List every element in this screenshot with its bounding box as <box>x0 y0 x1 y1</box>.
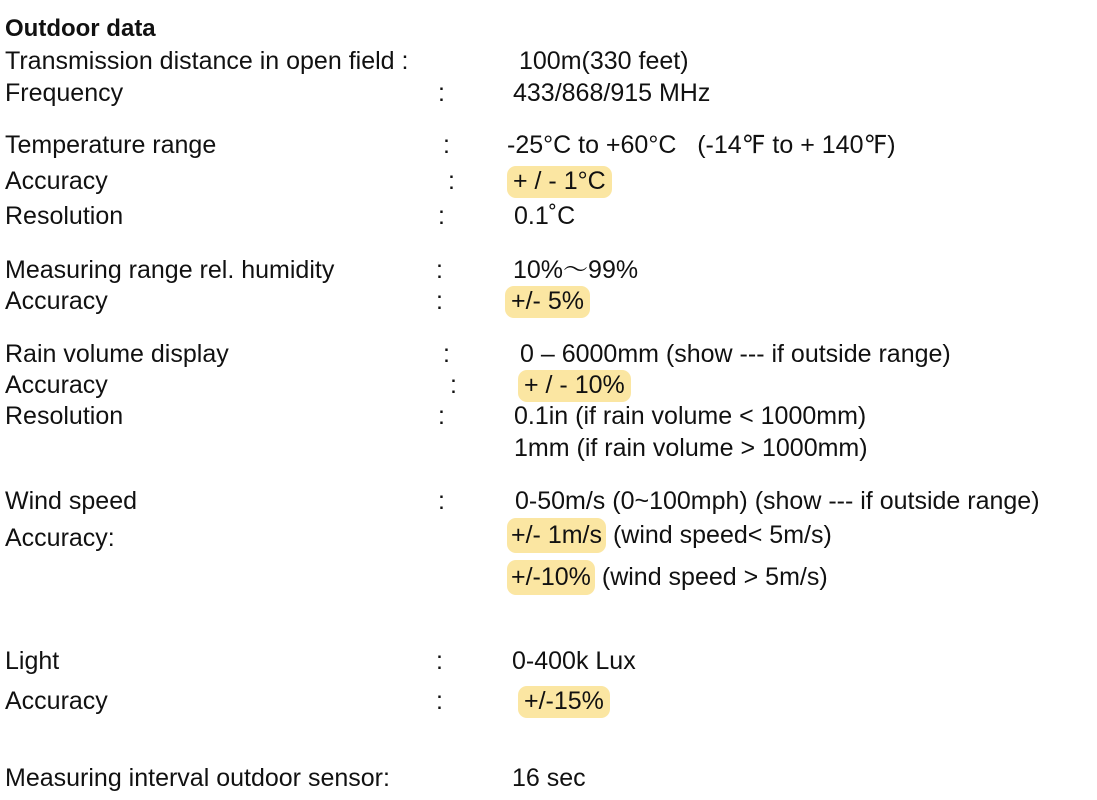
humidity-accuracy-label: Accuracy <box>5 287 108 315</box>
interval-label: Measuring interval outdoor sensor: <box>5 764 390 792</box>
wind-speed-label: Wind speed <box>5 487 138 515</box>
light-accuracy-value: +/-15% <box>518 686 610 718</box>
rain-resolution-label: Resolution <box>5 402 124 430</box>
humidity-accuracy-colon: : <box>436 287 443 315</box>
temperature-range-colon: : <box>443 131 450 159</box>
wind-speed-colon: : <box>438 487 445 515</box>
rain-resolution-value-2: 1mm (if rain volume > 1000mm) <box>514 434 868 462</box>
wind-accuracy-2-note: (wind speed > 5m/s) <box>601 563 828 591</box>
frequency-label: Frequency <box>5 79 124 107</box>
wind-speed-value: 0-50m/s (0~100mph) (show --- if outside range) <box>515 487 1040 515</box>
wind-accuracy-2-value: +/-10% <box>507 560 595 595</box>
temperature-accuracy-label: Accuracy <box>5 167 108 195</box>
transmission-value: 100m(330 feet) <box>519 47 689 75</box>
temperature-accuracy-colon: : <box>448 167 455 195</box>
rain-accuracy-label: Accuracy <box>5 371 108 399</box>
rain-display-colon: : <box>443 340 450 368</box>
light-accuracy-label: Accuracy <box>5 687 108 715</box>
interval-value: 16 sec <box>512 764 586 792</box>
humidity-range-value: 10%～99% <box>513 256 639 284</box>
frequency-value: 433/868/915 MHz <box>513 79 711 107</box>
wind-accuracy-1 <box>511 523 832 548</box>
humidity-range-colon: : <box>436 256 443 284</box>
wind-accuracy-label: Accuracy: <box>5 524 115 552</box>
frequency-colon: : <box>438 79 445 107</box>
rain-accuracy-colon: : <box>450 371 457 399</box>
temperature-range-label: Temperature range <box>5 131 217 159</box>
temperature-accuracy-value: + / - 1°C <box>507 166 612 198</box>
light-label: Light <box>5 647 60 675</box>
rain-resolution-colon: : <box>438 402 445 430</box>
light-colon: : <box>436 647 443 675</box>
temperature-resolution-value: 0.1˚C <box>514 202 576 230</box>
rain-display-value: 0 – 6000mm (show --- if outside range) <box>520 340 951 368</box>
transmission-label: Transmission distance in open field : <box>5 47 409 75</box>
wind-accuracy-1-note: (wind speed< 5m/s) <box>612 521 832 549</box>
temperature-range-value: -25°C to +60°C (-14℉ to + 140℉) <box>507 131 896 159</box>
humidity-accuracy-value: +/- 5% <box>505 286 590 318</box>
rain-accuracy-value: + / - 10% <box>518 370 631 402</box>
temperature-resolution-colon: : <box>438 202 445 230</box>
wind-accuracy-1-value: +/- 1m/s <box>507 518 606 553</box>
rain-display-label: Rain volume display <box>5 340 229 368</box>
light-accuracy-colon: : <box>436 687 443 715</box>
temperature-resolution-label: Resolution <box>5 202 124 230</box>
light-value: 0-400k Lux <box>512 647 636 675</box>
rain-resolution-value-1: 0.1in (if rain volume < 1000mm) <box>514 402 867 430</box>
section-title: Outdoor data <box>5 15 156 42</box>
wind-accuracy-2 <box>511 565 828 590</box>
humidity-range-label: Measuring range rel. humidity <box>5 256 335 284</box>
